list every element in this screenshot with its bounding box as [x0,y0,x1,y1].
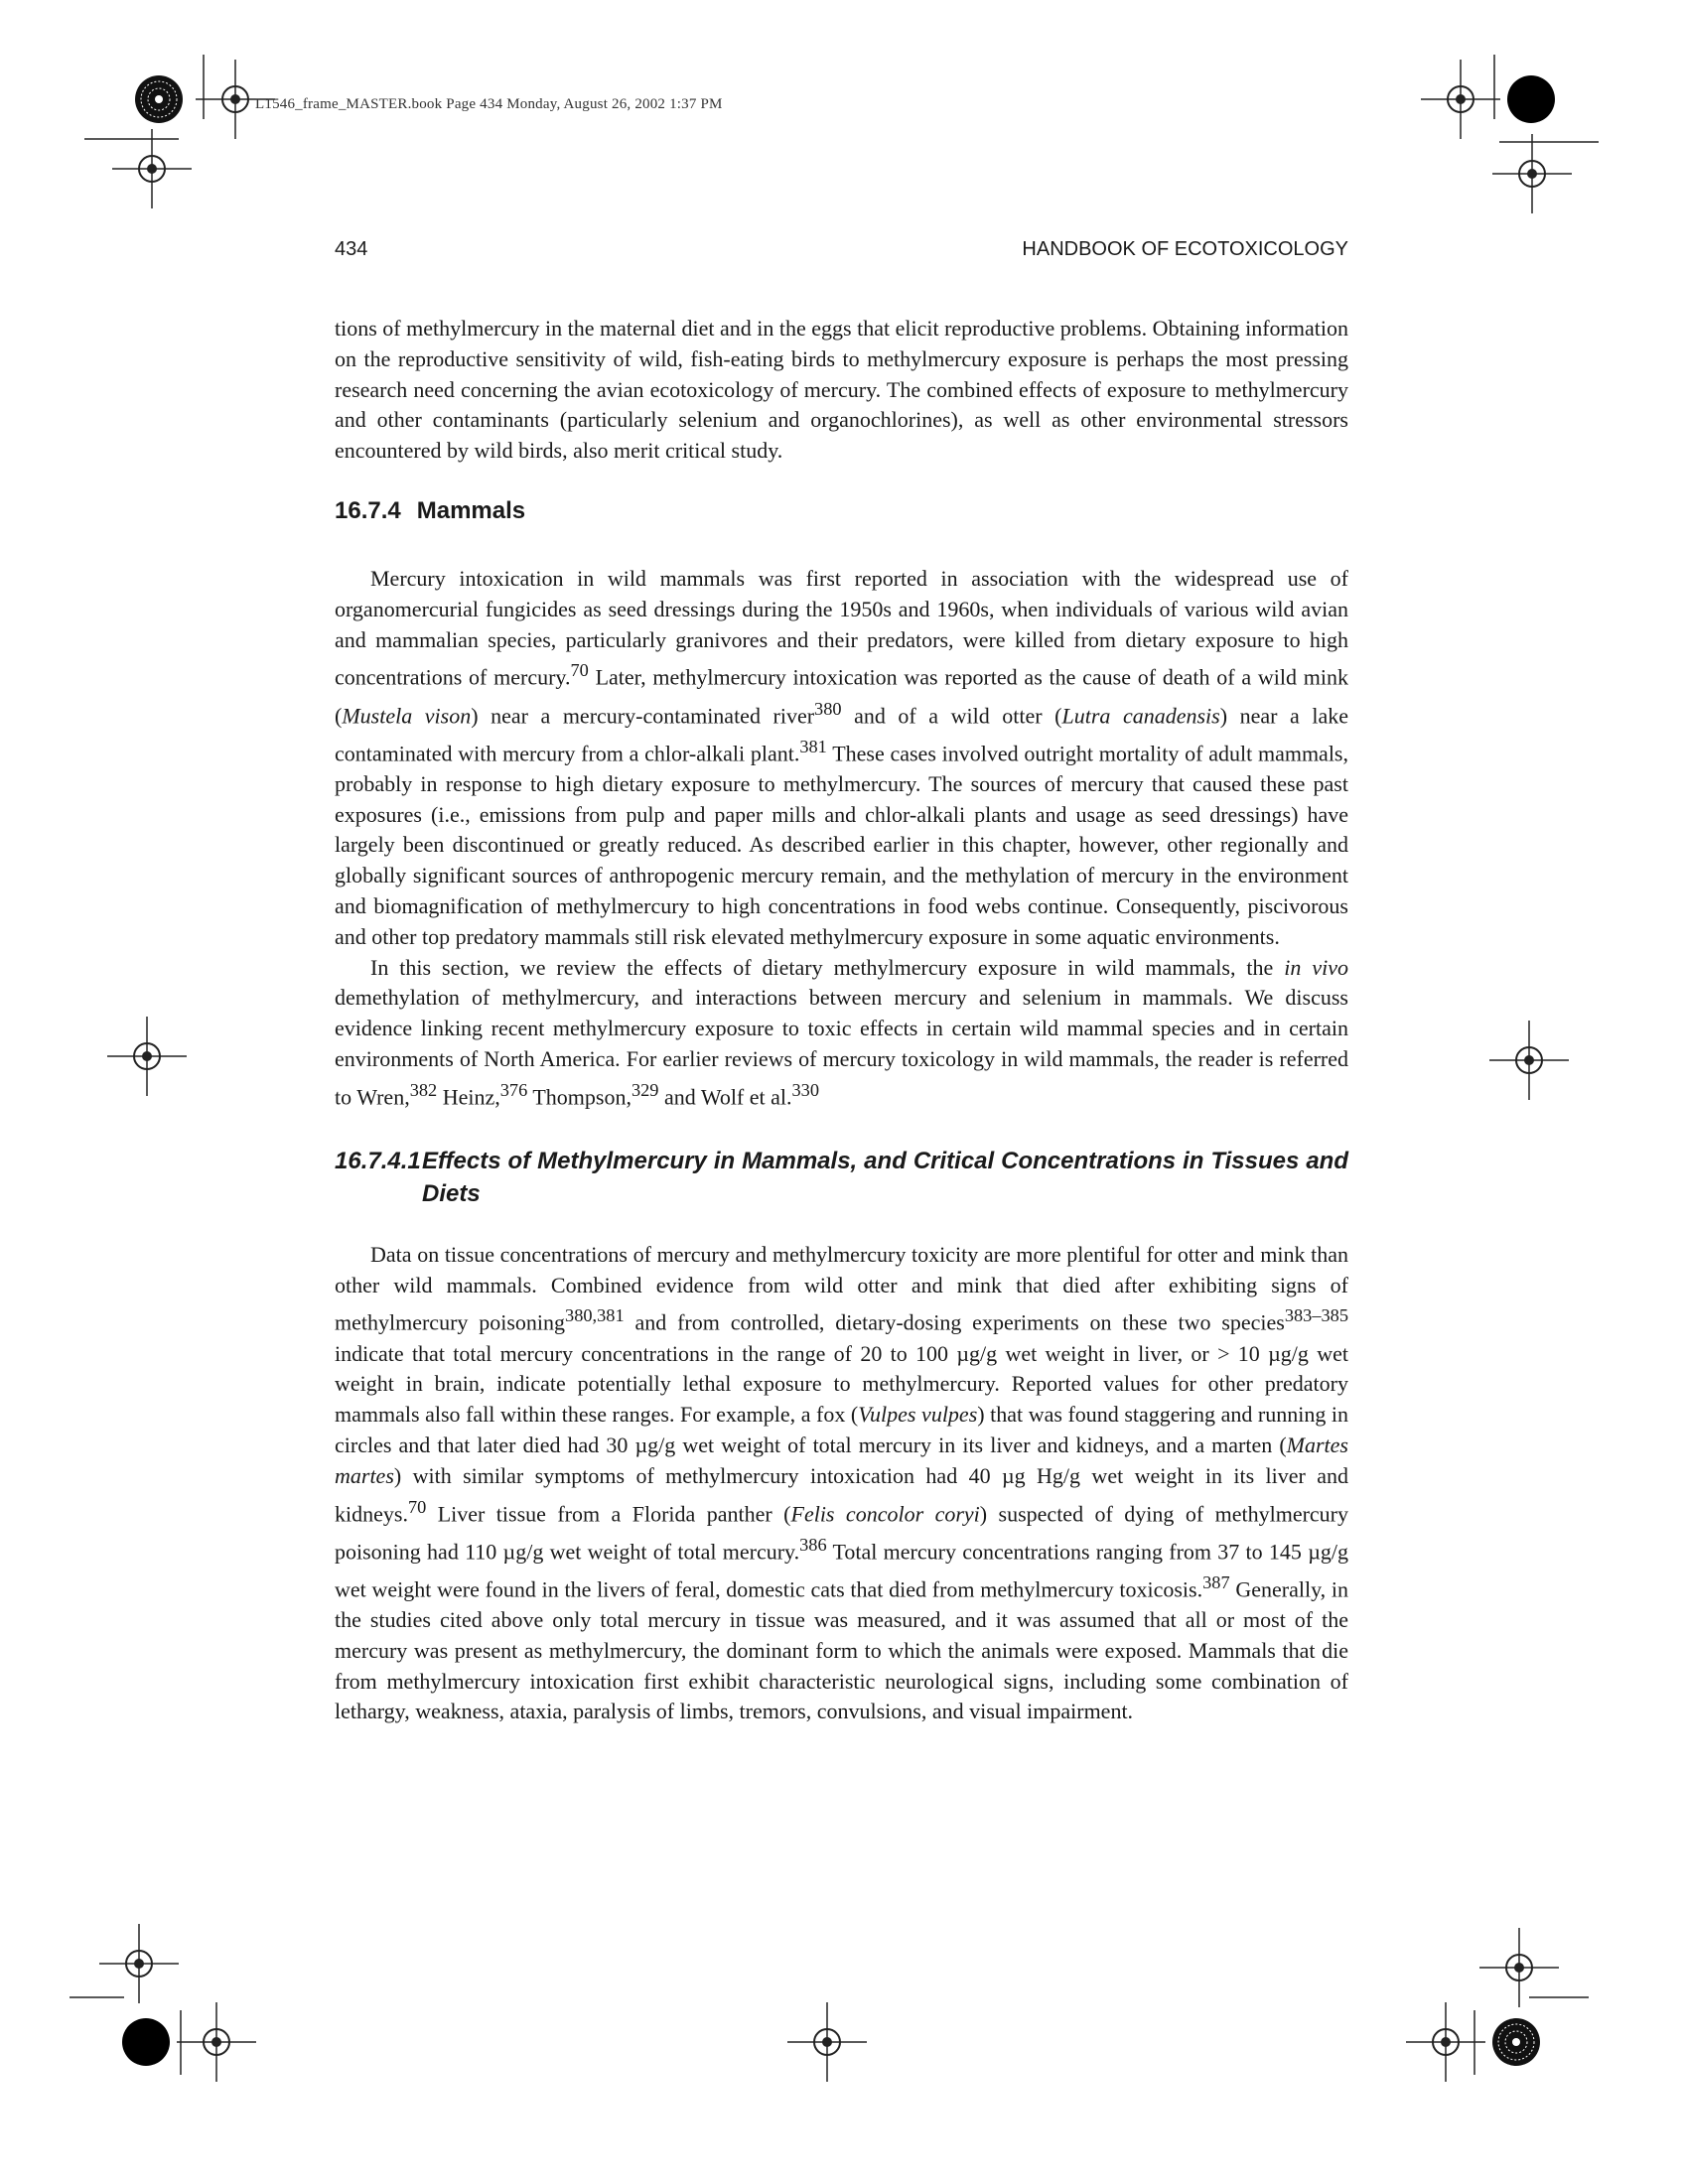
latin-term: in vivo [1284,954,1348,980]
citation: 380 [814,698,842,719]
species-name: Martes martes [335,1432,1348,1488]
page-number: 434 [335,238,368,260]
paragraph-mammals-history: Mercury intoxication in wild mammals was first reported in association with the widespread use of organomercurial fungicides as seed dressings during the 1950s and 1960s, when individuals of various wild avian and mammalian species, particularly granivores and their predators, were killed from dietary exposure to high concentrations of mercury.$^{70}$ Later, methylmercury intoxication was reported as the cause of death of a wild mink (Mustela vison) near a mercury-contaminated river$^{380}$ and of a wild otter (Lutra canadensis) near a lake contaminated with mercury from a chlor-alkali plant.$^{381}$ These cases involved outright mortality of adult mammals, probably in response to high dietary exposure to methylmercury. The sources of mercury that caused these past exposures (i.e., emissions from pulp and paper mills and chlor-alkali plants and usage as seed dressings) have largely been discontinued or greatly reduced. As described earlier in this chapter, however, other regionally and globally significant sources of anthropogenic mercury remain, and the methylation of mercury in the environment and biomagnification of methylmercury to high concentrations in food webs continue. Consequently, piscivorous and other top predatory mammals still risk elevated methylmercury exposure in some aquatic environments. [335,565,1348,949]
citation: 70 [407,1496,427,1517]
print-slug: L1546_frame_MASTER.book Page 434 Monday, August 26, 2002 1:37 PM [255,96,723,112]
citation: 381 [799,736,827,756]
citation: 70 [570,660,589,681]
paragraph-continued: tions of methylmercury in the maternal diet and in the eggs that elicit reproductive problems. Obtaining information on the reproductive sensitivity of wild, fish-eating birds to methylmercury exposure is perhaps the most pressing research need concerning the avian ecotoxicology of mercury. The combined effects of exposure to methylmercury and other contaminants (particularly selenium and organochlorines), as well as other environmental stressors encountered by wild birds, also merit critical study. [335,316,1348,464]
paragraph-section-overview: In this section, we review the effects of dietary methylmercury exposure in wild mammals, the in vivo demethylation of methylmercury, and interactions between mercury and selenium in mammals. We discuss evidence linking recent methylmercury exposure to toxic effects in certain wild mammal species and in certain environments of North America. For earlier reviews of mercury toxicology in wild mammals, the reader is referred to Wren,$^{382}$ Heinz,$^{376}$ Thompson,$^{329}$ and Wolf et al.$^{330}$ [335,954,1348,1110]
subsection-title: Effects of Methylmercury in Mammals, and Critical Concentrations in Tissues and Diets [422,1147,1348,1207]
species-name: Vulpes vulpes [858,1402,978,1428]
species-name: Mustela vison [342,702,472,728]
section-number: 16.7.4 [335,496,401,524]
citation: 330 [791,1079,820,1100]
citation: 380,381 [565,1305,625,1326]
running-header [335,238,1348,261]
paragraph-tissue-concentrations: Data on tissue concentrations of mercury and methylmercury toxicity are more plentiful for otter and mink than other wild mammals. Combined evidence from wild otter and mink that died after exhibiting signs of methylmercury poisoning$^{380,381}$ and from controlled, dietary-dosing experiments on these two species$^{383-385}$ indicate that total mercury concentrations in the range of 20 to 100 µg/g wet weight in liver, or > 10 µg/g wet weight in brain, indicate potentially lethal exposure to methylmercury. Reported values for other predatory mammals also fall within these ranges. For example, a fox (Vulpes vulpes) that was found staggering and running in circles and that later died had 30 µg/g wet weight of total mercury in its liver and kidneys, and a marten (Martes martes) with similar symptoms of methylmercury intoxication had 40 µg Hg/g wet weight in its liver and kidneys.$^{70}$ Liver tissue from a Florida panther (Felis concolor coryi) suspected of dying of methylmercury poisoning had 110 µg/g wet weight of total mercury.$^{386}$ Total mercury concentrations ranging from 37 to 145 µg/g wet weight were found in the livers of feral, domestic cats that died from methylmercury toxicosis.$^{387}$ Generally, in the studies cited above only total mercury in tissue was measured, and it was assumed that all or most of the mercury was present as methylmercury, the dominant form to which the animals were exposed. Mammals that die from methylmercury intoxication first exhibit characteristic neurological signs, including some combination of lethargy, weakness, ataxia, paralysis of limbs, tremors, convulsions, and visual impairment. [335,1241,1349,1724]
page-body [335,314,1348,1727]
citation: 376 [499,1079,528,1100]
citation: 383–385 [1284,1305,1348,1326]
species-name: Felis concolor coryi [790,1500,980,1526]
citation: 329 [631,1079,659,1100]
subsection-number: 16.7.4.1 [335,1147,421,1174]
book-title: HANDBOOK OF ECOTOXICOLOGY [1022,238,1348,260]
section-title: Mammals [416,496,526,524]
citation: 386 [799,1534,827,1555]
species-name: Lutra canadensis [1061,702,1220,728]
citation: 382 [409,1079,438,1100]
section-heading [335,496,1348,526]
subsection-heading [335,1145,1348,1210]
citation: 387 [1202,1571,1230,1592]
